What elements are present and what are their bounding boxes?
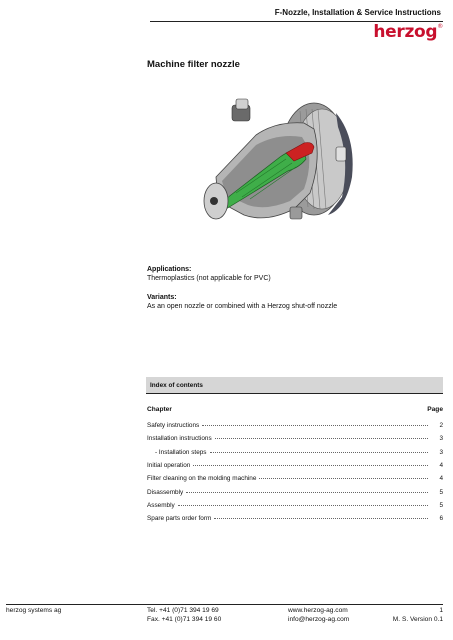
- toc-entry[interactable]: [147, 502, 443, 509]
- page-title: Machine filter nozzle: [147, 59, 240, 70]
- toc-dot-leader: [259, 478, 428, 479]
- toc-entry-title: Safety instructions: [147, 422, 200, 429]
- toc-entry-page: 3: [439, 435, 443, 443]
- herzog-logo: herzog®: [373, 22, 443, 42]
- toc-entry-title: Spare parts order form: [147, 515, 212, 523]
- footer-web-link[interactable]: www.herzog-ag.com: [288, 607, 348, 614]
- toc-entry-title: Installation instructions: [147, 435, 212, 443]
- document-title: F-Nozzle, Installation & Service Instructions: [274, 8, 441, 17]
- applications-text: Thermoplastics (not applicable for PVC): [147, 274, 271, 282]
- toc-entry[interactable]: [147, 422, 443, 429]
- toc-entry-page: 5: [439, 501, 443, 509]
- toc-dot-leader: [215, 438, 428, 439]
- footer-divider: [6, 604, 443, 605]
- applications-section: [147, 266, 271, 283]
- toc-entry[interactable]: [147, 515, 443, 522]
- toc-entry[interactable]: [147, 489, 443, 496]
- toc-dot-leader: [202, 425, 428, 426]
- variants-text: As an open nozzle or combined with a Herzog shut-off nozzle: [147, 302, 338, 310]
- variants-label: Variants:: [147, 294, 177, 301]
- chapter-column-header: Chapter: [147, 406, 172, 413]
- toc-entry[interactable]: [147, 462, 443, 469]
- toc-dot-leader: [193, 465, 428, 466]
- index-heading: Index of contents: [150, 382, 203, 389]
- applications-label: Applications:: [147, 266, 192, 273]
- toc-entry-title: Assembly: [147, 501, 175, 509]
- toc-entry-title: Disassembly: [147, 488, 184, 496]
- toc-entry-page: 4: [439, 475, 443, 483]
- footer-phone: [147, 606, 221, 624]
- nozzle-illustration: [196, 97, 360, 233]
- toc-dot-leader: [214, 518, 428, 519]
- footer-fax: Fax. +41 (0)71 394 19 60: [147, 616, 222, 623]
- toc-dot-leader: [178, 505, 428, 506]
- toc-entry-page: 2: [439, 422, 443, 429]
- footer-email-link[interactable]: info@herzog-ag.com: [288, 616, 350, 623]
- toc-entry-page: 3: [439, 448, 443, 456]
- footer-page-number: 1: [439, 607, 443, 614]
- page-column-header: Page: [427, 406, 443, 413]
- footer-company: herzog systems ag: [6, 607, 62, 614]
- toc-entry-page: 5: [439, 488, 443, 496]
- toc-entry[interactable]: [147, 435, 443, 442]
- toc-dot-leader: [210, 452, 428, 453]
- footer-tel: Tel. +41 (0)71 394 19 69: [147, 607, 219, 614]
- toc-entry[interactable]: [147, 449, 443, 456]
- footer-page-info: [393, 606, 443, 624]
- toc-entry-title: - Installation steps: [155, 448, 207, 456]
- footer-contact: [288, 606, 349, 624]
- toc-entry-page: 6: [439, 515, 443, 523]
- toc-entry[interactable]: [147, 475, 443, 482]
- footer-version: M. S. Version 0.1: [392, 616, 443, 623]
- variants-section: [147, 294, 337, 311]
- toc-entry-title: Filter cleaning on the molding machine: [147, 475, 257, 483]
- toc-entry-title: Initial operation: [147, 461, 191, 469]
- toc-entry-page: 4: [439, 461, 443, 469]
- toc-dot-leader: [186, 492, 428, 493]
- index-heading-bar: [146, 377, 443, 394]
